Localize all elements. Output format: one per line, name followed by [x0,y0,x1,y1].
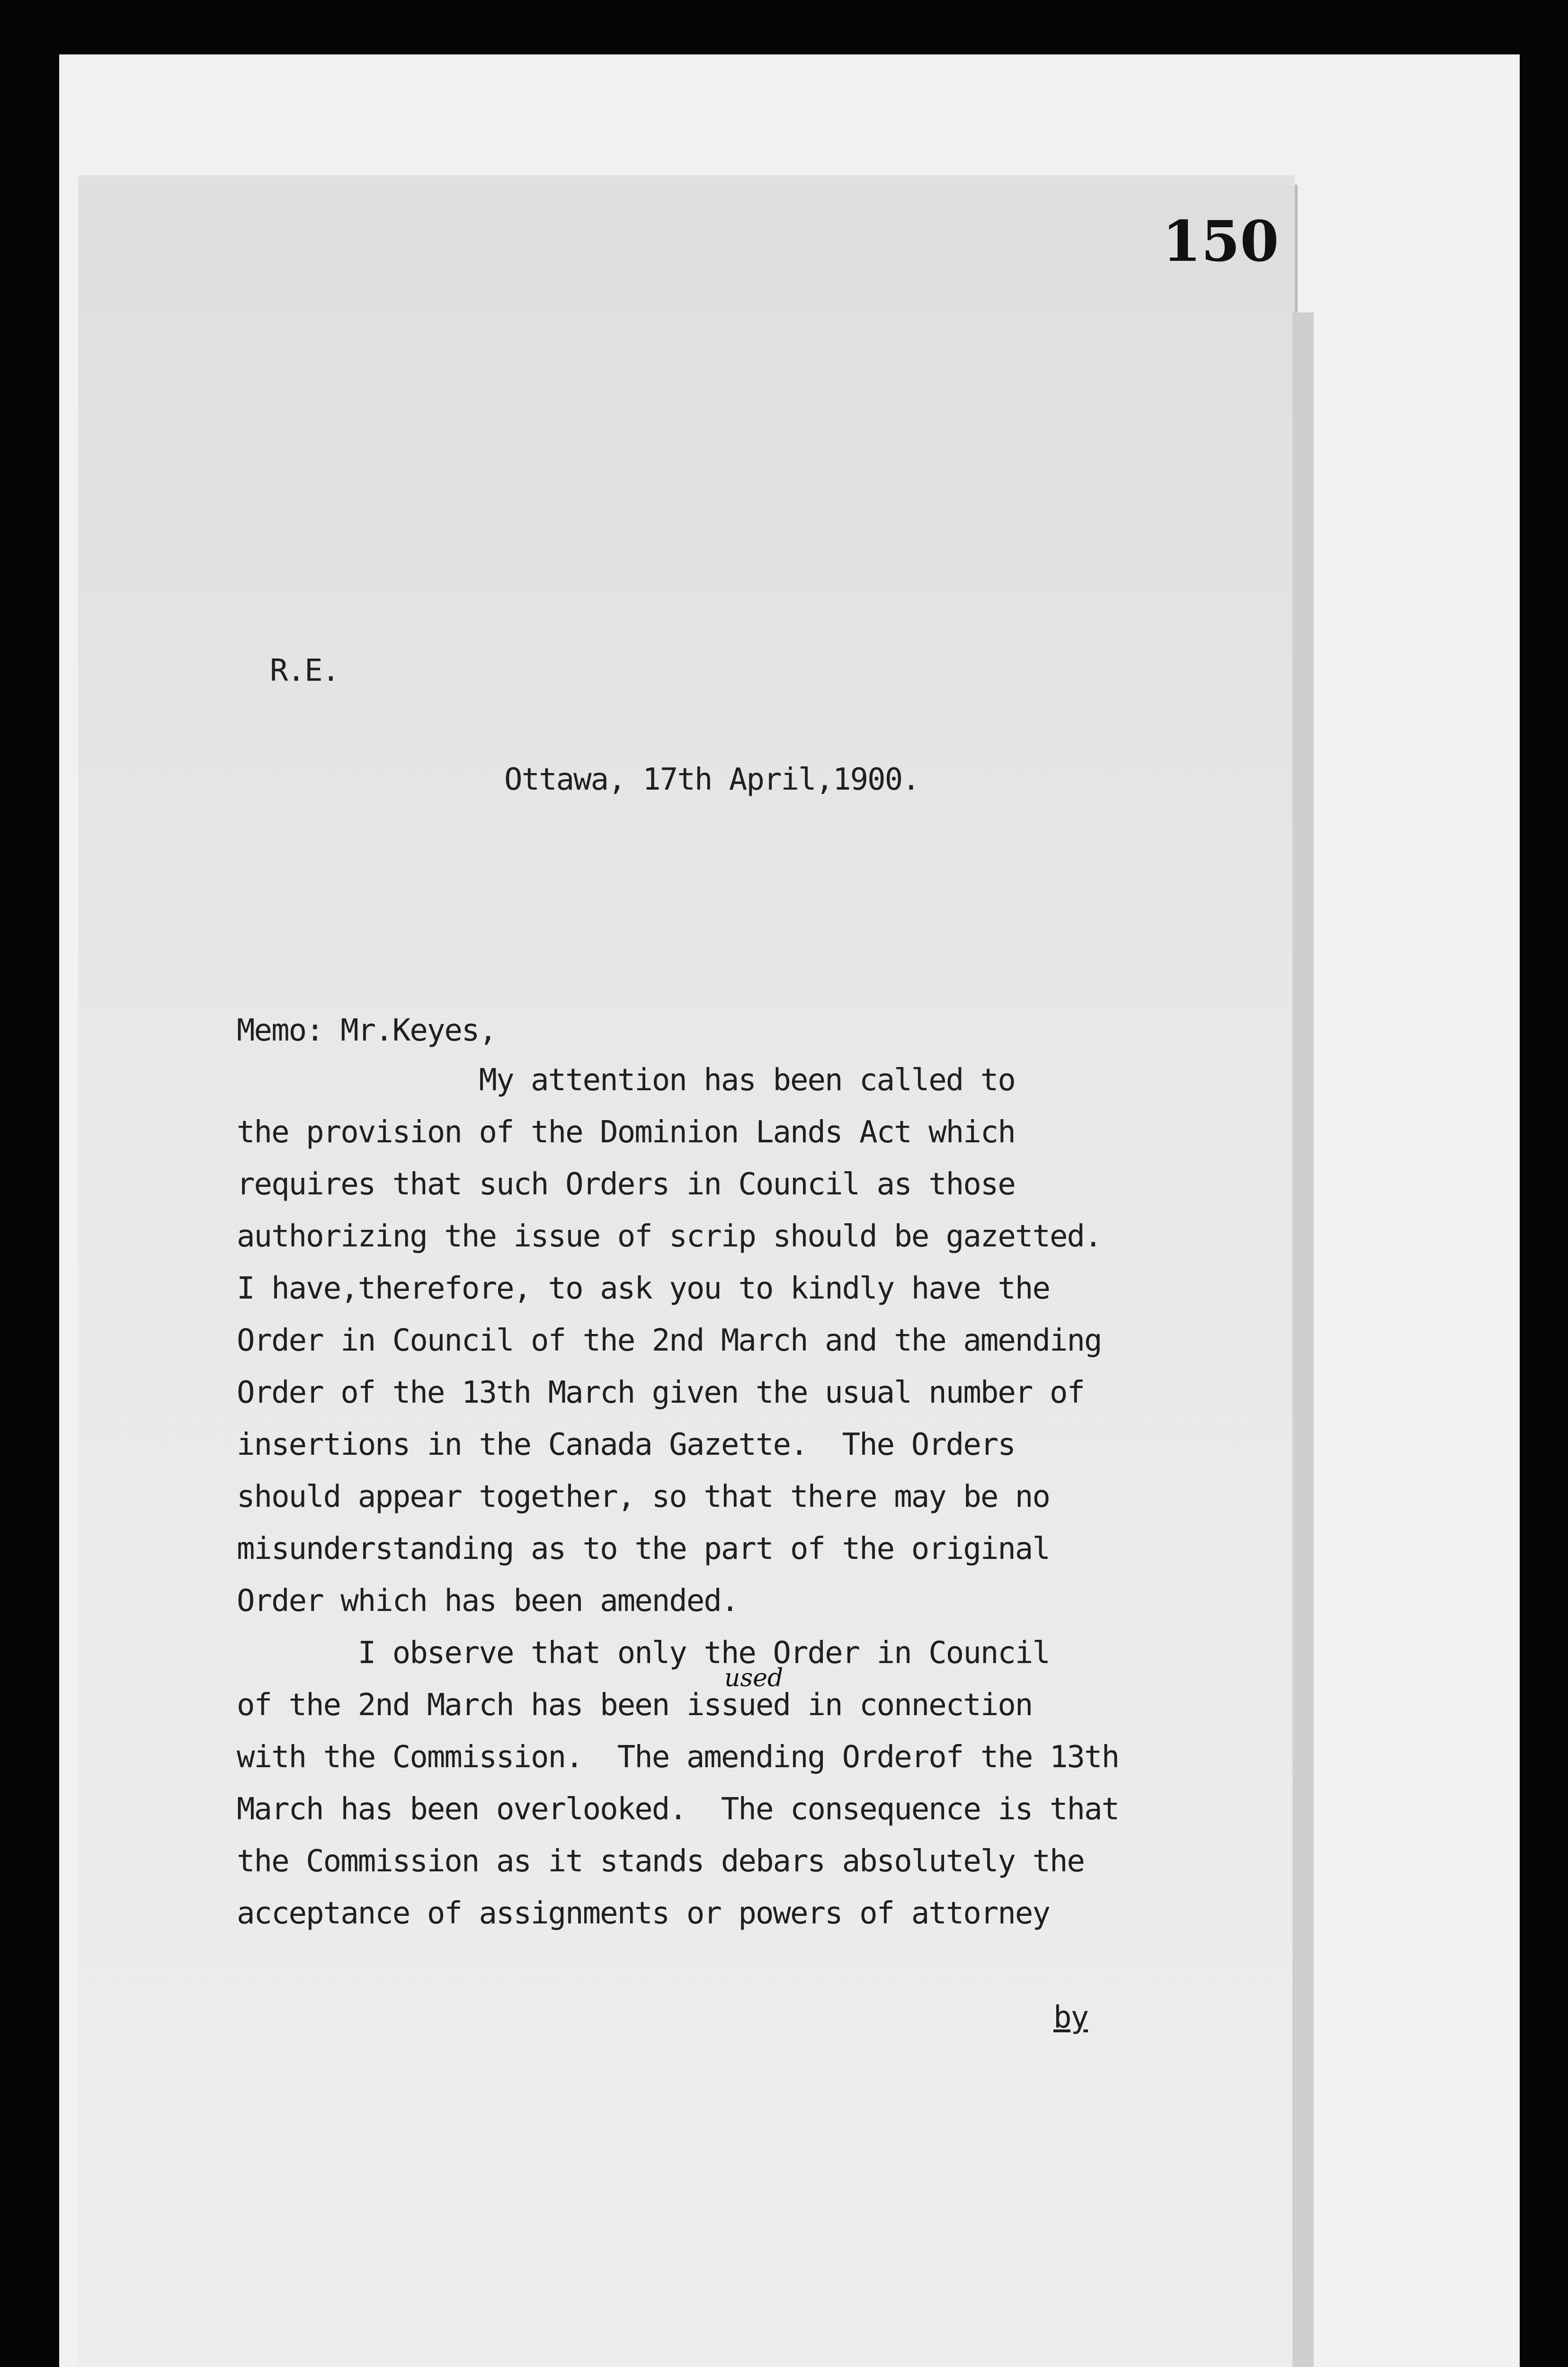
handwritten-correction: used [724,1664,784,1692]
body-line: requires that such Orders in Council as those [237,1167,1015,1202]
body-line: authorizing the issue of scrip should be gazetted. [237,1219,1102,1254]
body-line: insertions in the Canada Gazette. The Orders [237,1427,1015,1462]
salutation: Memo: Mr.Keyes, [237,1013,496,1048]
body-line: Order which has been amended. [237,1584,739,1619]
catchword: by [1053,2000,1088,2035]
body-line: Order of the 13th March given the usual number of [237,1375,1085,1410]
body-line: with the Commission. The amending Orderof the 13th [237,1740,1119,1775]
body-line: My attention has been called to [237,1063,1015,1098]
body-line: I have,therefore, to ask you to kindly have the [237,1271,1050,1306]
body-line: March has been overlooked. The consequence is that [237,1792,1119,1827]
body-line: acceptance of assignments or powers of attorney [237,1896,1050,1931]
page-number: 150 [1162,208,1279,274]
body-line: of the 2nd March has been issued in connection [237,1688,1033,1723]
body-line: the provision of the Dominion Lands Act which [237,1115,1015,1150]
body-line: I observe that only the Order in Council [237,1636,1050,1671]
reference-initials: R.E. [270,653,339,688]
letter-date: Ottawa, 17th April,1900. [504,762,919,797]
body-line: should appear together, so that there may be no [237,1479,1050,1514]
paper-curl-edge [1292,312,1314,2367]
body-line: the Commission as it stands debars absolutely the [237,1844,1085,1879]
body-line: Order in Council of the 2nd March and the amending [237,1323,1102,1358]
body-line: misunderstanding as to the part of the original [237,1531,1050,1566]
